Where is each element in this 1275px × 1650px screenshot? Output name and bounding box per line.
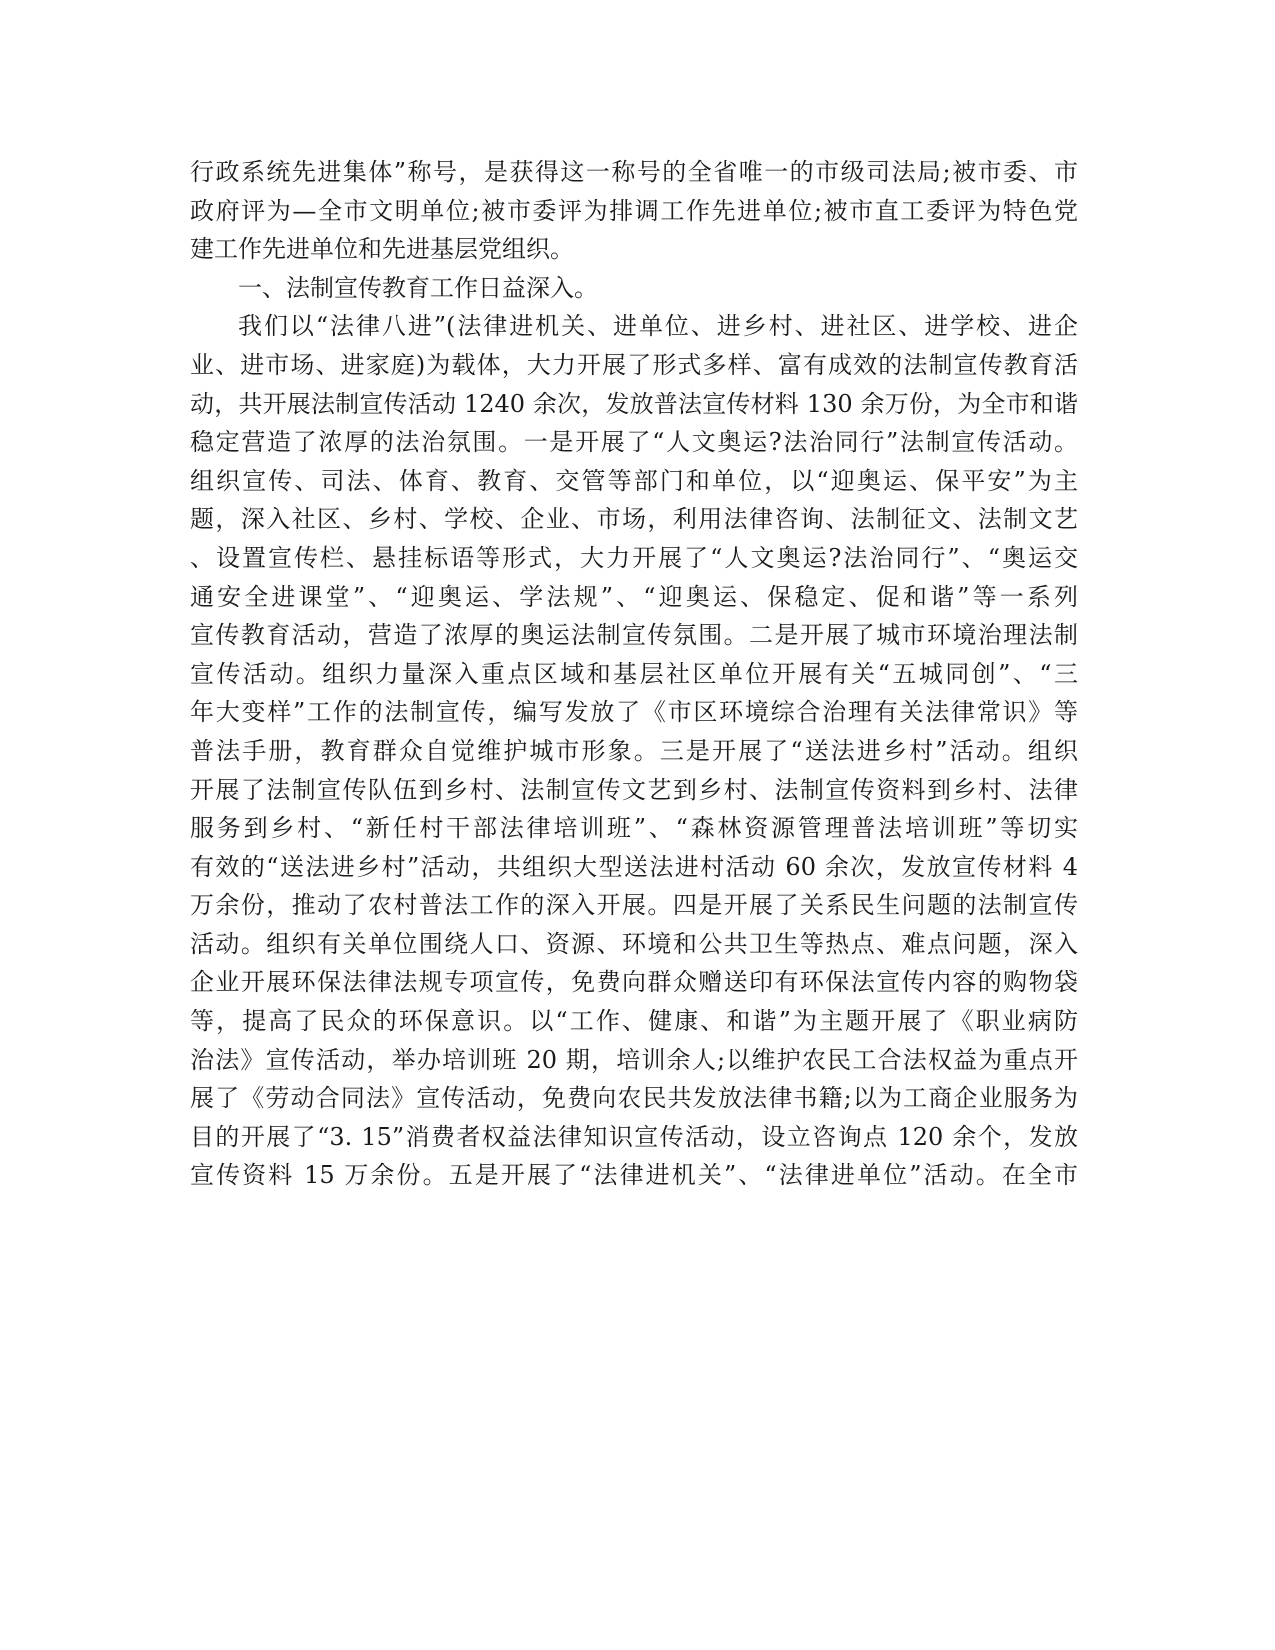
text-line: 政府评为—全市文明单位;被市委评为排调工作先进单位;被市直工委评为特色党: [190, 196, 1078, 225]
text-line: 组织宣传、司法、体育、教育、交管等部门和单位，以“迎奥运、保平安”为主: [190, 466, 1078, 495]
text-line: 目的开展了“3. 15”消费者权益法律知识宣传活动，设立咨询点 120 余个，发放: [190, 1122, 1078, 1151]
text-line: 服务到乡村、“新任村干部法律培训班”、“森林资源管理普法培训班”等切实: [190, 814, 1078, 843]
text-line: 宣传活动。组织力量深入重点区域和基层社区单位开展有关“五城同创”、“三: [190, 659, 1078, 688]
text-line: 通安全进课堂”、“迎奥运、学法规”、“迎奥运、保稳定、促和谐”等一系列: [190, 582, 1078, 611]
text-line: 年大变样”工作的法制宣传，编写发放了《市区环境综合治理有关法律常识》等: [190, 698, 1078, 727]
text-line: 万余份，推动了农村普法工作的深入开展。四是开展了关系民生问题的法制宣传: [190, 891, 1078, 920]
text-line: 宣传资料 15 万余份。五是开展了“法律进机关”、“法律进单位”活动。在全市: [190, 1161, 1078, 1190]
text-line: 建工作先进单位和先进基层党组织。: [190, 235, 574, 264]
text-line: 宣传教育活动，营造了浓厚的奥运法制宣传氛围。二是开展了城市环境治理法制: [190, 621, 1078, 650]
text-line: 我们以“法律八进”(法律进机关、进单位、进乡村、进社区、进学校、进企: [238, 312, 1078, 341]
text-line: 活动。组织有关单位围绕人口、资源、环境和公共卫生等热点、难点问题，深入: [190, 929, 1078, 958]
text-line: 普法手册，教育群众自觉维护城市形象。三是开展了“送法进乡村”活动。组织: [190, 736, 1078, 765]
text-line: 题，深入社区、乡村、学校、企业、市场，利用法律咨询、法制征文、法制文艺: [190, 505, 1078, 534]
text-line: 开展了法制宣传队伍到乡村、法制宣传文艺到乡村、法制宣传资料到乡村、法律: [190, 775, 1078, 804]
text-line: 企业开展环保法律法规专项宣传，免费向群众赠送印有环保法宣传内容的购物袋: [190, 968, 1078, 997]
document-body: [190, 153, 1078, 1195]
text-line: 展了《劳动合同法》宣传活动，免费向农民共发放法律书籍;以为工商企业服务为: [190, 1084, 1078, 1113]
text-line: 、设置宣传栏、悬挂标语等形式，大力开展了“人文奥运?法治同行”、“奥运交: [190, 543, 1078, 572]
text-line: 动，共开展法制宣传活动 1240 余次，发放普法宣传材料 130 余万份，为全市和谐: [190, 389, 1078, 418]
text-line: 行政系统先进集体”称号，是获得这一称号的全省唯一的市级司法局;被市委、市: [190, 158, 1078, 186]
text-line: 治法》宣传活动，举办培训班 20 期，培训余人;以维护农民工合法权益为重点开: [190, 1045, 1078, 1074]
text-line: 稳定营造了浓厚的法治氛围。一是开展了“人文奥运?法治同行”法制宣传活动。: [190, 428, 1078, 457]
text-line: 等，提高了民众的环保意识。以“工作、健康、和谐”为主题开展了《职业病防: [190, 1007, 1078, 1036]
section-heading: 一、法制宣传教育工作日益深入。: [238, 273, 598, 302]
text-line: 业、进市场、进家庭)为载体，大力开展了形式多样、富有成效的法制宣传教育活: [190, 350, 1078, 379]
text-line: 有效的“送法进乡村”活动，共组织大型送法进村活动 60 余次，发放宣传材料 4: [190, 852, 1078, 881]
